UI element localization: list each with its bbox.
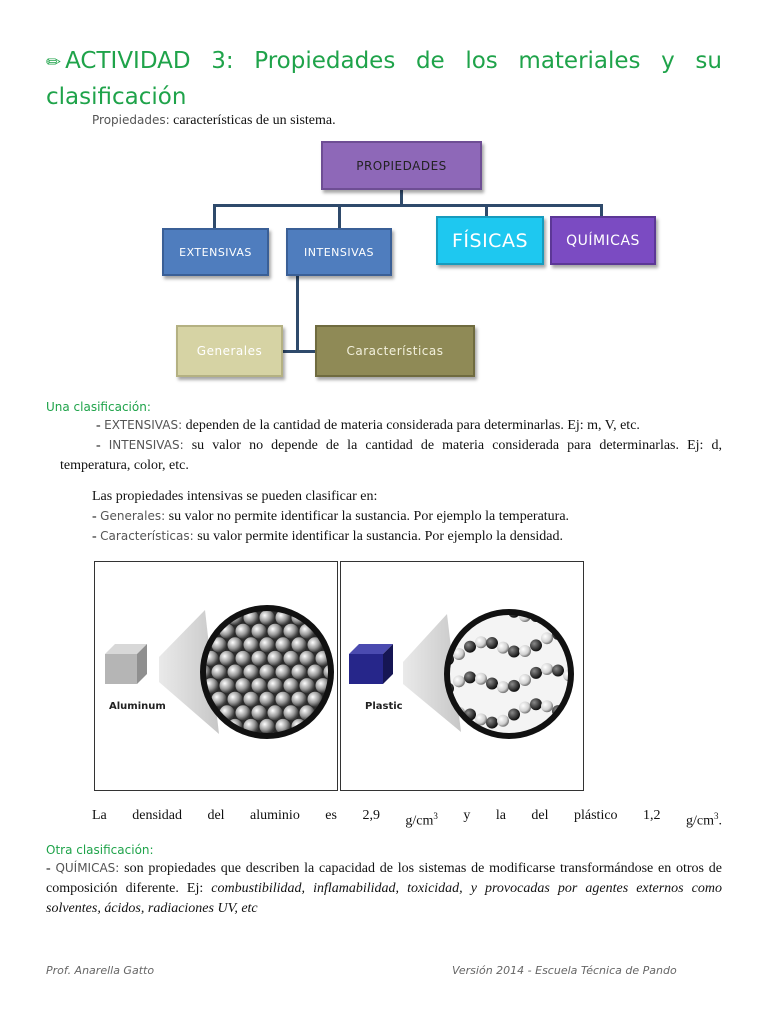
pencil-icon: ✏	[46, 52, 62, 73]
aluminum-atom	[244, 665, 259, 680]
aluminum-atom	[308, 746, 323, 761]
extensivas-text: dependen de la cantidad de materia considerada para determinarlas. Ej: m, V, etc.	[182, 418, 640, 433]
aluminum-atom	[268, 678, 283, 693]
intro-label: Propiedades:	[92, 113, 170, 127]
aluminum-atom	[332, 705, 338, 720]
aluminum-atom	[268, 624, 283, 639]
box-quimicas: QUÍMICAS	[550, 216, 656, 265]
clasificacion2-heading-text: Otra clasificación:	[46, 843, 154, 857]
quimicas-text: son propiedades que describen la capacidad de los sistemas de modificarse transformándose en otros de composición diferente. Ej:	[46, 861, 722, 896]
plastic-atom	[486, 637, 498, 649]
density-unit: $g/cm^3$.	[685, 811, 722, 829]
plastic-atom	[508, 708, 520, 720]
aluminum-density-value: 2,9	[362, 808, 380, 823]
footer-version: Versión 2014 - Escuela Técnica de Pando	[452, 964, 677, 977]
density-word: y	[463, 808, 471, 823]
aluminum-atom	[284, 678, 299, 693]
density-word: del	[531, 808, 549, 823]
plastic-atom	[530, 639, 542, 651]
aluminum-atom	[244, 746, 259, 761]
aluminum-atom	[220, 597, 235, 612]
aluminum-atom	[228, 692, 243, 707]
aluminum-atom	[324, 746, 338, 761]
extensivas-label: EXTENSIVAS:	[104, 418, 183, 432]
plastic-atom	[453, 675, 465, 687]
intro-line	[92, 110, 336, 131]
plastic-atom	[475, 636, 487, 648]
connector-quimicas	[600, 204, 603, 216]
density-word: La	[92, 808, 107, 823]
aluminum-atom	[276, 637, 291, 652]
aluminum-atom	[228, 665, 243, 680]
plastic-atom	[431, 717, 443, 729]
aluminum-atom	[236, 705, 251, 720]
aluminum-label: Aluminum	[109, 701, 166, 712]
aluminum-atom	[308, 665, 323, 680]
connector-subclasses	[282, 350, 316, 353]
density-word: aluminio	[250, 808, 300, 823]
connector-fisicas	[485, 204, 488, 216]
caracteristicas-text: su valor permite identificar la sustancia. Por ejemplo la densidad.	[193, 529, 564, 544]
intensivas-text: su valor no depende de la cantidad de materia considerada para determinarlas. Ej: d, temperatura, color, etc.	[60, 438, 722, 473]
aluminum-atom	[332, 597, 338, 612]
aluminum-atom	[236, 624, 251, 639]
page-title	[46, 44, 722, 115]
plastic-atom	[519, 645, 531, 657]
caracteristicas-label: Características:	[100, 529, 194, 543]
plastic-atom	[464, 641, 476, 653]
plastic-atom	[552, 598, 564, 610]
aluminum-atom	[276, 692, 291, 707]
plastic-image	[340, 561, 584, 791]
plastic-atom	[497, 642, 509, 654]
aluminum-atom	[300, 597, 315, 612]
aluminum-atom	[260, 692, 275, 707]
plastic-atom	[519, 702, 531, 714]
intensivas-label: INTENSIVAS:	[108, 438, 184, 452]
aluminum-atom	[252, 624, 267, 639]
density-word: es	[325, 808, 337, 823]
density-word: densidad	[132, 808, 182, 823]
box-caracteristicas: Características	[315, 325, 475, 377]
aluminum-atom	[332, 733, 338, 748]
aluminum-atom	[316, 597, 331, 612]
aluminum-atom	[220, 678, 235, 693]
aluminum-atom	[188, 597, 203, 612]
extensivas-line: - EXTENSIVAS: dependen de la cantidad de materia considerada para determinarlas. Ej: m, V, etc.	[96, 418, 640, 433]
connector-extensivas	[213, 204, 216, 228]
footer-author: Prof. Anarella Gatto	[46, 964, 155, 977]
aluminum-atom	[252, 705, 267, 720]
box-propiedades: PROPIEDADES	[321, 141, 482, 190]
aluminum-atom	[260, 665, 275, 680]
generales-label: Generales:	[100, 509, 166, 523]
aluminum-atom	[260, 610, 275, 625]
quimicas-examples: combustibilidad, inflamabilidad, toxicidad, y provocadas por agentes externos como solventes, ácidos, radiaciones UV, etc	[46, 881, 723, 916]
aluminum-atom	[276, 665, 291, 680]
title-text: ACTIVIDAD 3: Propiedades de los materiales y su clasificación	[46, 48, 722, 110]
box-intensivas: INTENSIVAS	[286, 228, 392, 276]
plastic-atom	[541, 663, 553, 675]
plastic-label: Plastic	[365, 701, 403, 712]
aluminum-illustration	[95, 562, 337, 790]
box-fisicas: FÍSICAS	[436, 216, 544, 265]
connector-horizontal	[213, 204, 603, 207]
aluminum-atom	[220, 733, 235, 748]
aluminum-atom	[284, 651, 299, 666]
plastic-atom	[541, 632, 553, 644]
aluminum-atom	[228, 746, 243, 761]
plastic-atom	[563, 708, 575, 720]
plastic-atom	[497, 681, 509, 693]
aluminum-atom	[252, 651, 267, 666]
plastic-atom	[519, 674, 531, 686]
plastic-atom	[486, 678, 498, 690]
caracteristicas-line: - Características: su valor permite identificar la sustancia. Por ejemplo la densidad.	[92, 529, 564, 544]
plastic-atom	[541, 700, 553, 712]
aluminum-atom	[332, 624, 338, 639]
aluminum-atom	[300, 678, 315, 693]
aluminum-atom	[252, 678, 267, 693]
aluminum-atom	[204, 733, 219, 748]
aluminum-atom	[236, 651, 251, 666]
aluminum-atom	[260, 719, 275, 734]
aluminum-atom	[220, 651, 235, 666]
plastic-atom	[552, 664, 564, 676]
aluminum-atom	[300, 651, 315, 666]
box-generales: Generales	[176, 325, 283, 377]
density-unit: $g/cm^3$	[405, 811, 438, 829]
aluminum-atom	[196, 746, 211, 761]
quimicas-label: QUÍMICAS:	[55, 861, 120, 875]
plastic-atom	[574, 673, 583, 685]
plastic-atom	[486, 717, 498, 729]
intro-text: características de un sistema.	[169, 113, 336, 128]
aluminum-atom	[268, 705, 283, 720]
connector-intensivas-down	[296, 276, 299, 353]
plastic-atom	[574, 706, 583, 718]
aluminum-atom	[276, 746, 291, 761]
clasificacion1-heading-text: Una clasificación:	[46, 400, 151, 414]
plastic-atom	[574, 633, 583, 645]
plastic-atom	[475, 673, 487, 685]
density-word: la	[495, 808, 506, 823]
density-word: plástico	[574, 808, 618, 823]
aluminum-atom	[204, 597, 219, 612]
plastic-density-value: 1,2	[643, 808, 661, 823]
aluminum-atom	[292, 692, 307, 707]
density-word: del	[207, 808, 225, 823]
aluminum-atom	[284, 624, 299, 639]
aluminum-atom	[292, 637, 307, 652]
plastic-atom	[530, 698, 542, 710]
plastic-atom	[508, 646, 520, 658]
plastic-illustration	[341, 562, 583, 790]
plastic-atom	[464, 671, 476, 683]
aluminum-atom	[244, 637, 259, 652]
box-extensivas: EXTENSIVAS	[162, 228, 269, 276]
aluminum-atom	[236, 678, 251, 693]
aluminum-atom	[316, 733, 331, 748]
intensivas-intro: Las propiedades intensivas se pueden clasificar en:	[92, 489, 378, 504]
aluminum-atom	[284, 705, 299, 720]
aluminum-atom	[188, 733, 203, 748]
aluminum-atom	[292, 746, 307, 761]
aluminum-image	[94, 561, 338, 791]
aluminum-atom	[260, 746, 275, 761]
aluminum-atom	[292, 665, 307, 680]
generales-line: - Generales: su valor no permite identificar la sustancia. Por ejemplo la temperatura.	[92, 509, 570, 524]
intensivas-paragraph: - INTENSIVAS: su valor no depende de la cantidad de materia considerada para determinarlas. Ej: d, temperatura, color, etc.	[60, 438, 722, 473]
plastic-atom	[508, 680, 520, 692]
aluminum-atom	[212, 746, 227, 761]
plastic-atom	[541, 605, 553, 617]
aluminum-atom	[324, 610, 338, 625]
aluminum-atom	[260, 637, 275, 652]
aluminum-atom	[324, 719, 338, 734]
generales-text: su valor no permite identificar la sustancia. Por ejemplo la temperatura.	[165, 509, 570, 524]
plastic-atom	[530, 667, 542, 679]
plastic-atom	[497, 715, 509, 727]
plastic-atom	[574, 593, 583, 605]
aluminum-atom	[300, 733, 315, 748]
aluminum-atom	[212, 665, 227, 680]
connector-intensivas	[338, 204, 341, 228]
aluminum-atom	[268, 651, 283, 666]
quimicas-paragraph: - QUÍMICAS: son propiedades que describen la capacidad de los sistemas de modificarse transformándose en otros de composición diferente. Ej: combustibilidad, inflamabilidad, toxicidad, y provocadas por agentes externos como solventes, ácidos, radiaciones UV, etc	[46, 861, 723, 916]
plastic-atom	[563, 593, 575, 605]
aluminum-atom	[228, 637, 243, 652]
aluminum-atom	[244, 692, 259, 707]
density-sentence	[92, 806, 722, 832]
plastic-atom	[563, 629, 575, 641]
